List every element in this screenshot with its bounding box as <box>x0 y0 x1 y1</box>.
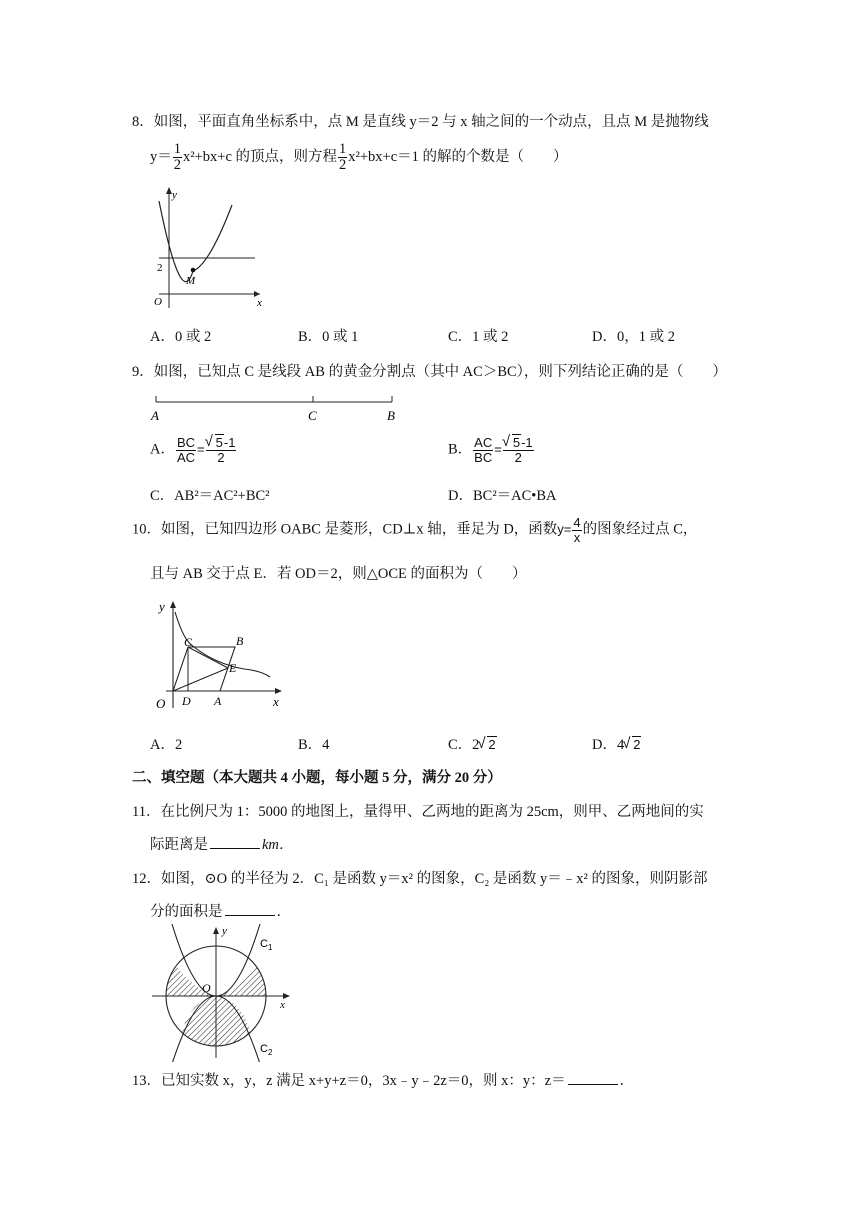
q10-stem-line1: 10．如图，已知四边形 OABC 是菱形，CD⊥x 轴，垂足为 D，函数y= $\frac{4}{x}$ 的图象经过点 C， <box>132 515 698 545</box>
q9-option-a[interactable]: A． $\frac{BC}{AC}$ = √ $\frac{5-1}{2}$ <box>150 436 237 464</box>
q8-option-b[interactable]: B．0 或 1 <box>298 329 359 345</box>
q8-m-label: M <box>186 275 196 287</box>
q10-fn-fraction: $\frac{4}{x}$ <box>573 515 581 545</box>
q12-c2-label: $C_2$ <box>260 1043 273 1057</box>
q8-half-fraction-2: $\frac{1}{2}$ <box>339 141 347 174</box>
q8-expr1: x²+bx+c 的顶点，则方程 <box>183 149 338 166</box>
q8-x-label: x <box>257 297 262 309</box>
q10-d-label: D <box>182 694 191 708</box>
q9-a-golden-ratio: √ $\frac{5-1}{2}$ <box>206 436 237 464</box>
q8-stem-line1: 8．如图，平面直角坐标系中，点 M 是直线 y＝2 与 x 轴之间的一个动点，且点 M 是抛物线 <box>132 114 709 130</box>
q8-option-a[interactable]: A．0 或 2 <box>150 329 212 345</box>
q12-shade-top-right <box>216 946 266 996</box>
q8-stem-line2 <box>150 142 568 173</box>
q8-point-m <box>191 268 196 273</box>
q9-stem: 9．如图，已知点 C 是线段 AB 的黄金分割点（其中 AC＞BC），则下列结论正确的是（ ） <box>132 364 727 380</box>
q9-label-c: C <box>308 408 317 423</box>
q11-stem-line1: 11．在比例尺为 1：5000 的地图上，量得甲、乙两地的距离为 25cm，则甲、乙两地间的实 <box>132 804 704 820</box>
q10-oe-line <box>173 668 228 691</box>
q10-x-label: x <box>273 694 279 709</box>
q11-stem-line2: 际距离是 km． <box>150 837 294 853</box>
q9-segment-figure <box>148 392 408 426</box>
q10-rhombus-figure <box>148 596 288 712</box>
q12-x-label: x <box>280 999 285 1011</box>
q10-y-label: y <box>159 599 165 614</box>
q12-answer-blank[interactable] <box>225 915 275 916</box>
q12-o-label: O <box>202 981 211 995</box>
section-fill-in-heading: 二、填空题（本大题共 4 小题，每小题 5 分，满分 20 分） <box>132 770 502 786</box>
q9-option-d[interactable]: D．BC²＝AC•BA <box>448 488 557 504</box>
q10-e-label: E <box>229 661 237 675</box>
q10-stem-line2: 且与 AB 交于点 E．若 OD＝2，则△OCE 的面积为（ ） <box>150 566 527 582</box>
q8-parabola-figure <box>145 183 265 313</box>
q10-option-c[interactable]: C．2√ 2 <box>448 733 497 754</box>
q11-answer-blank[interactable] <box>210 848 260 849</box>
q10-b-label: B <box>236 634 244 648</box>
q12-circle-figure <box>148 924 298 1062</box>
q9-a-fraction: $\frac{BC}{AC}$ <box>176 435 196 465</box>
q10-option-b[interactable]: B．4 <box>298 737 330 753</box>
q8-half-fraction: $\frac{1}{2}$ <box>173 141 181 174</box>
q9-label-b: B <box>387 408 395 423</box>
q8-two-label: 2 <box>157 262 163 274</box>
q9-option-b[interactable]: B． $\frac{AC}{BC}$ = √ $\frac{5-1}{2}$ <box>448 436 535 464</box>
q8-origin-label: O <box>154 296 162 308</box>
q8-y-label: y <box>172 189 177 201</box>
q8-option-c[interactable]: C．1 或 2 <box>448 329 509 345</box>
q10-a-label: A <box>214 694 222 708</box>
q10-o-label: O <box>156 696 166 711</box>
q9-b-golden-ratio: √ $\frac{5-1}{2}$ <box>503 436 534 464</box>
q13-answer-blank[interactable] <box>568 1084 618 1085</box>
q12-y-label: y <box>222 925 227 937</box>
q9-label-a: A <box>151 408 159 423</box>
q10-option-d[interactable]: D．4√ 2 <box>592 733 641 754</box>
q12-c1-label: $C_1$ <box>260 938 273 952</box>
q12-stem-line1: 12．如图，⊙O 的半径为 2．C₁ 是函数 y＝x² 的图象，C₂ 是函数 y＝﹣x² 的图象，则阴影部 <box>132 871 708 887</box>
q9-option-c[interactable]: C．AB²＝AC²+BC² <box>150 488 270 504</box>
q8-y-eq: y＝ <box>150 149 172 166</box>
q13-stem: 13．已知实数 x，y，z 满足 x+y+z＝0，3x﹣y﹣2z＝0，则 x：y：z＝ ． <box>132 1073 635 1089</box>
q9-b-fraction: $\frac{AC}{BC}$ <box>474 435 493 465</box>
q8-parabola <box>159 201 232 282</box>
q12-stem-line2: 分的面积是 ． <box>150 904 291 920</box>
q10-option-a[interactable]: A．2 <box>150 737 183 753</box>
q10-c-label: C <box>184 635 193 649</box>
q10-fn-y: y= <box>557 521 572 537</box>
q10-ce-line <box>188 647 228 668</box>
q8-option-d[interactable]: D．0，1 或 2 <box>592 329 675 345</box>
q8-expr2: x²+bx+c＝1 的解的个数是（ ） <box>348 149 568 166</box>
